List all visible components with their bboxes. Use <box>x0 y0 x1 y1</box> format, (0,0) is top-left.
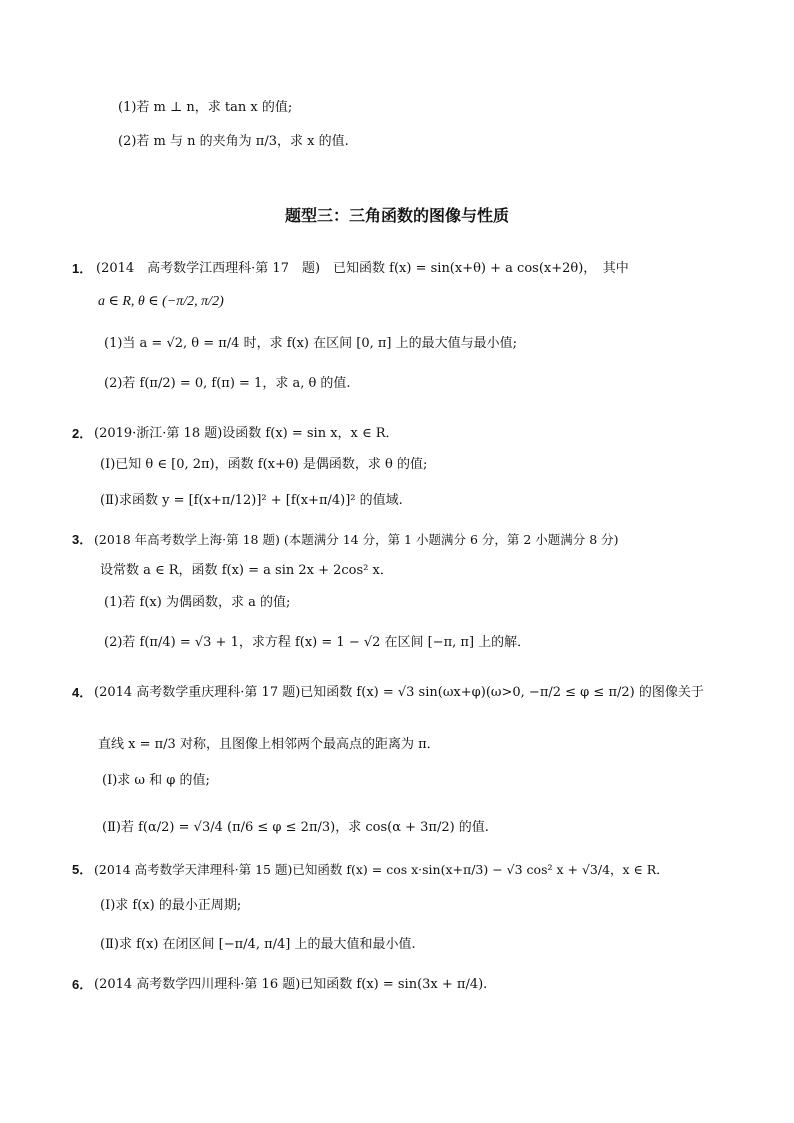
problem-3-q2: (2)若 f(π/4) = √3 + 1，求方程 f(x) = 1 − √2 在区间 [−π, π] 上的解． <box>104 635 531 650</box>
problem-2-q2: (Ⅱ)求函数 y = [f(x+π/12)]² + [f(x+π/4)]² 的值域. <box>100 493 403 508</box>
problem-4-number: 4． <box>72 685 93 700</box>
problem-4-q2: (Ⅱ)若 f(α/2) = √3/4 (π/6 ≤ φ ≤ 2π/3)，求 cos(α + 3π/2) 的值. <box>102 820 489 835</box>
problem-2-q1: (Ⅰ)已知 θ ∈ [0, 2π)，函数 f(x+θ) 是偶函数，求 θ 的值; <box>100 457 428 472</box>
problem-1-condition: a ∈ R, θ ∈ (−π/2, π/2) <box>98 294 224 309</box>
problem-4-q1: (Ⅰ)求 ω 和 φ 的值; <box>102 773 210 788</box>
problem-5-head: (2014 高考数学天津理科·第 15 题)已知函数 f(x) = cos x·sin(x+π/3) − √3 cos² x + √3/4，x ∈ R． <box>94 862 669 877</box>
problem-4-condition: 直线 x = π/3 对称，且图像上相邻两个最高点的距离为 π． <box>98 737 440 752</box>
problem-5-number: 5． <box>72 862 93 877</box>
problem-1-q2: (2)若 f(π/2) = 0, f(π) = 1，求 a, θ 的值. <box>104 376 351 391</box>
problem-1-q1: (1)当 a = √2, θ = π/4 时，求 f(x) 在区间 [0, π] 上的最大值与最小值; <box>104 336 518 351</box>
problem-6-number: 6． <box>72 977 93 992</box>
problem-1-head: (2014 高考数学江西理科·第 17 题) 已知函数 f(x) = sin(x+θ) + a cos(x+2θ)， 其中 <box>96 261 629 276</box>
problem-3-condition: 设常数 a ∈ R，函数 f(x) = a sin 2x + 2cos² x． <box>100 563 393 578</box>
problem-1-number: 1． <box>72 261 93 276</box>
section-title: 题型三：三角函数的图像与性质 <box>284 206 509 225</box>
problem-5-q1: (Ⅰ)求 f(x) 的最小正周期; <box>100 898 242 913</box>
top-question-1: (1)若 m ⊥ n，求 tan x 的值; <box>118 100 293 115</box>
top-question-2: (2)若 m 与 n 的夹角为 π/3，求 x 的值. <box>118 134 349 149</box>
problem-3-q1: (1)若 f(x) 为偶函数，求 a 的值; <box>104 595 291 610</box>
problem-3-head: (2018 年高考数学上海·第 18 题) (本题满分 14 分，第 1 小题满分 6 分，第 2 小题满分 8 分) <box>94 532 619 547</box>
problem-2-head: (2019·浙江·第 18 题)设函数 f(x) = sin x，x ∈ R． <box>94 426 399 441</box>
problem-3-number: 3． <box>72 532 93 547</box>
problem-2-number: 2． <box>72 426 93 441</box>
problem-6-head: (2014 高考数学四川理科·第 16 题)已知函数 f(x) = sin(3x + π/4). <box>94 977 488 992</box>
problem-4-head: (2014 高考数学重庆理科·第 17 题)已知函数 f(x) = √3 sin(ωx+φ)(ω>0, −π/2 ≤ φ ≤ π/2) 的图像关于 <box>94 685 704 700</box>
problem-5-q2: (Ⅱ)求 f(x) 在闭区间 [−π/4, π/4] 上的最大值和最小值. <box>100 937 416 952</box>
